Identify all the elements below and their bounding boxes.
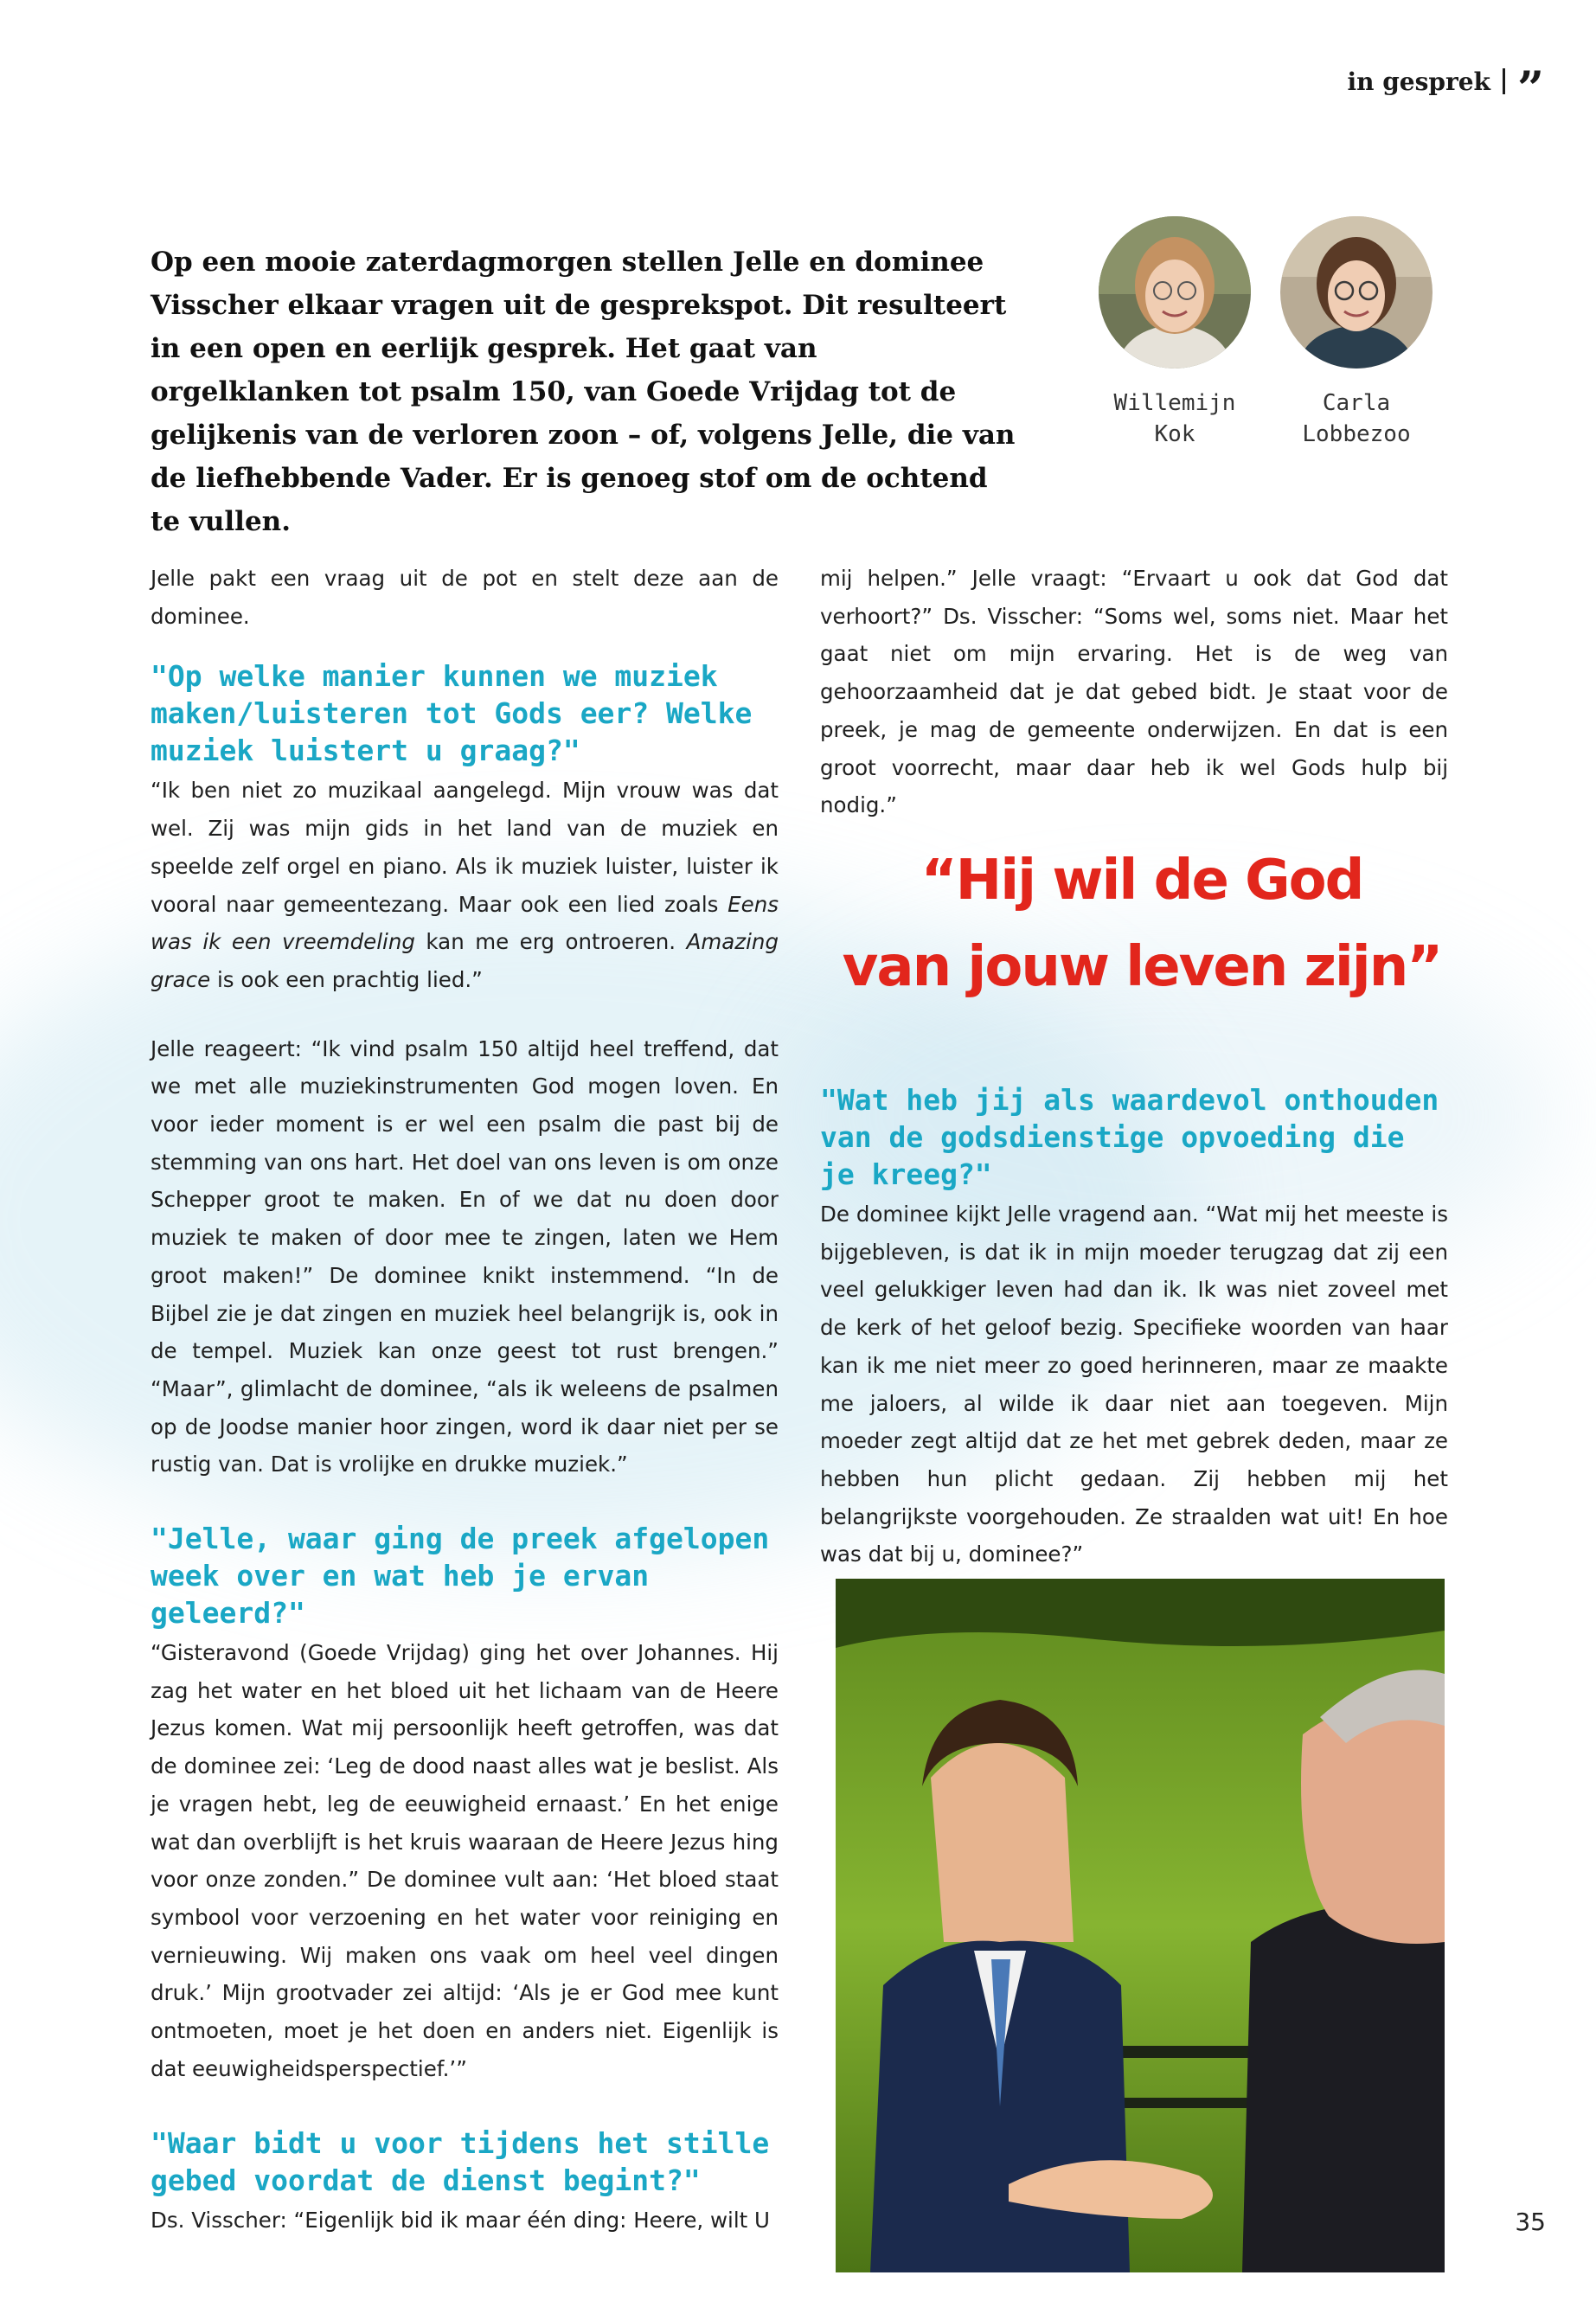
right-column [820, 560, 1448, 824]
left-column [151, 560, 779, 2239]
section-title: in gesprek [1347, 67, 1490, 96]
page-number: 35 [1515, 2208, 1546, 2236]
question-heading: "Op welke manier kunnen we muziek maken/luisteren tot Gods eer? Welke muziek luistert u graag?" [151, 659, 753, 768]
running-header [1347, 57, 1544, 116]
paragraph: Jelle reageert: “Ik vind psalm 150 altijd heel treffend, dat we met alle muziekinstrumenten God mogen loven. En voor ieder moment is er wel een psalm die past bij de stemming van ons hart. Het doel van ons leven is om onze Schepper groot te maken. En of we dat nu doen door muziek te maken of door mee te zingen, laten we Hem groot maken!” De dominee knikt instemmend. “In de Bijbel zie je dat zingen en muziek heel belangrijk is, ook in de tempel. Muziek kan onze geest tot rust brengen.” “Maar”, glimlacht de dominee, “als ik weleens de psalmen op de Joodse manier hoor zingen, word ik daar niet per se rustig van. Dat is vrolijke en drukke muziek.” [151, 1035, 779, 1477]
paragraph: Ds. Visscher: “Eigenlijk bid ik maar één ding: Heere, wilt U [151, 2207, 770, 2233]
question-heading: "Waar bidt u voor tijdens het stille gebed voordat de dienst begint?" [151, 2125, 770, 2197]
header-divider [1503, 68, 1505, 94]
author-name: Carla Lobbezoo [1302, 390, 1411, 447]
interview-photo [836, 1579, 1445, 2272]
paragraph: mij helpen.” Jelle vraagt: “Ervaart u ook dat God dat verhoort?” Ds. Visscher: “Soms wel, soms niet. Maar het gaat niet om mijn ervaring. Het is de weg van gehoorzaamheid dat je dat gebed bidt. Je staat voor de preek, je mag de gemeente onderwijzen. En dat is een groot voorrecht, maar daar heb ik wel Gods hulp bij nodig.” [820, 566, 1448, 818]
author-carla [1266, 216, 1447, 450]
author-name: Willemijn Kok [1113, 390, 1236, 447]
avatar [1280, 216, 1433, 369]
paragraph: “Ik ben niet zo muzikaal aangelegd. Mijn vrouw was dat wel. Zij was mijn gids in het land van de muziek en speelde zelf orgel en piano. Als ik muziek luister, luister ik vooral naar gemeentezang. Maar ook een lied zoals Eens was ik een vreemdeling kan me erg ontroeren. Amazing grace is ook een prachtig lied.” [151, 778, 779, 992]
question-heading: "Wat heb jij als waardevol onthouden van de godsdienstige opvoeding die je kreeg?" [820, 1083, 1439, 1191]
paragraph: De dominee kijkt Jelle vragend aan. “Wat mij het meeste is bijgebleven, is dat ik in mijn moeder terugzag dat zij een veel gelukkiger leven had dan ik. Ik was niet zoveel met de kerk of het geloof bezig. Specifieke woorden van haar kan ik me niet meer zo goed herinneren, maar ze maakte me jaloers, al wilde ik daar niet aan toegeven. Mijn moeder zegt altijd dat ze het met gebrek deden, maar ze hebben hun plicht gedaan. Zij hebben mij het belangrijkste voorgehouden. Ze straalden wat uit! En hoe was dat bij u, dominee?” [820, 1202, 1448, 1567]
question-heading: "Jelle, waar ging de preek afgelopen week over en wat heb je ervan geleerd?" [151, 1522, 770, 1631]
quote-mark-icon: ” [1516, 61, 1544, 116]
paragraph: “Gisteravond (Goede Vrijdag) ging het over Johannes. Hij zag het water en het bloed uit het lichaam van de Heere Jezus komen. Wat mij persoonlijk heeft getroffen, was dat de dominee zei: ‘Leg de dood naast alles wat je beslist. Als je vragen hebt, leg de eeuwigheid ernaast.’ En het enige wat dan overblijft is het kruis waaraan de Heere Jezus hing voor onze zonden.” De dominee vult aan: ‘Het bloed staat symbool voor verzoening en het water voor reiniging en vernieuwing. Wij maken ons vaak om heel veel dingen druk.’ Mijn grootvader zei altijd: ‘Als je er God mee kunt ontmoeten, moet je het doen en anders niet. Eigenlijk is dat eeuwigheidsperspectief.’” [151, 1640, 779, 2081]
right-column-lower [820, 1081, 1448, 1574]
author-willemijn [1084, 216, 1266, 450]
paragraph: Jelle pakt een vraag uit de pot en stelt deze aan de dominee. [151, 566, 779, 629]
avatar [1099, 216, 1251, 369]
pull-quote: “Hij wil de God van jouw leven zijn” [842, 849, 1442, 999]
intro-lead: Op een mooie zaterdagmorgen stellen Jelle en dominee Visscher elkaar vragen uit de gesprekspot. Dit resulteert in een open en eerlijk gesprek. Het gaat van orgelklanken tot psalm 150, van Goede Vrijdag tot de gelijkenis van de verloren zoon – of, volgens Jelle, die van de liefhebbende Vader. Er is genoeg stof om de ochtend te vullen. [151, 247, 1016, 537]
